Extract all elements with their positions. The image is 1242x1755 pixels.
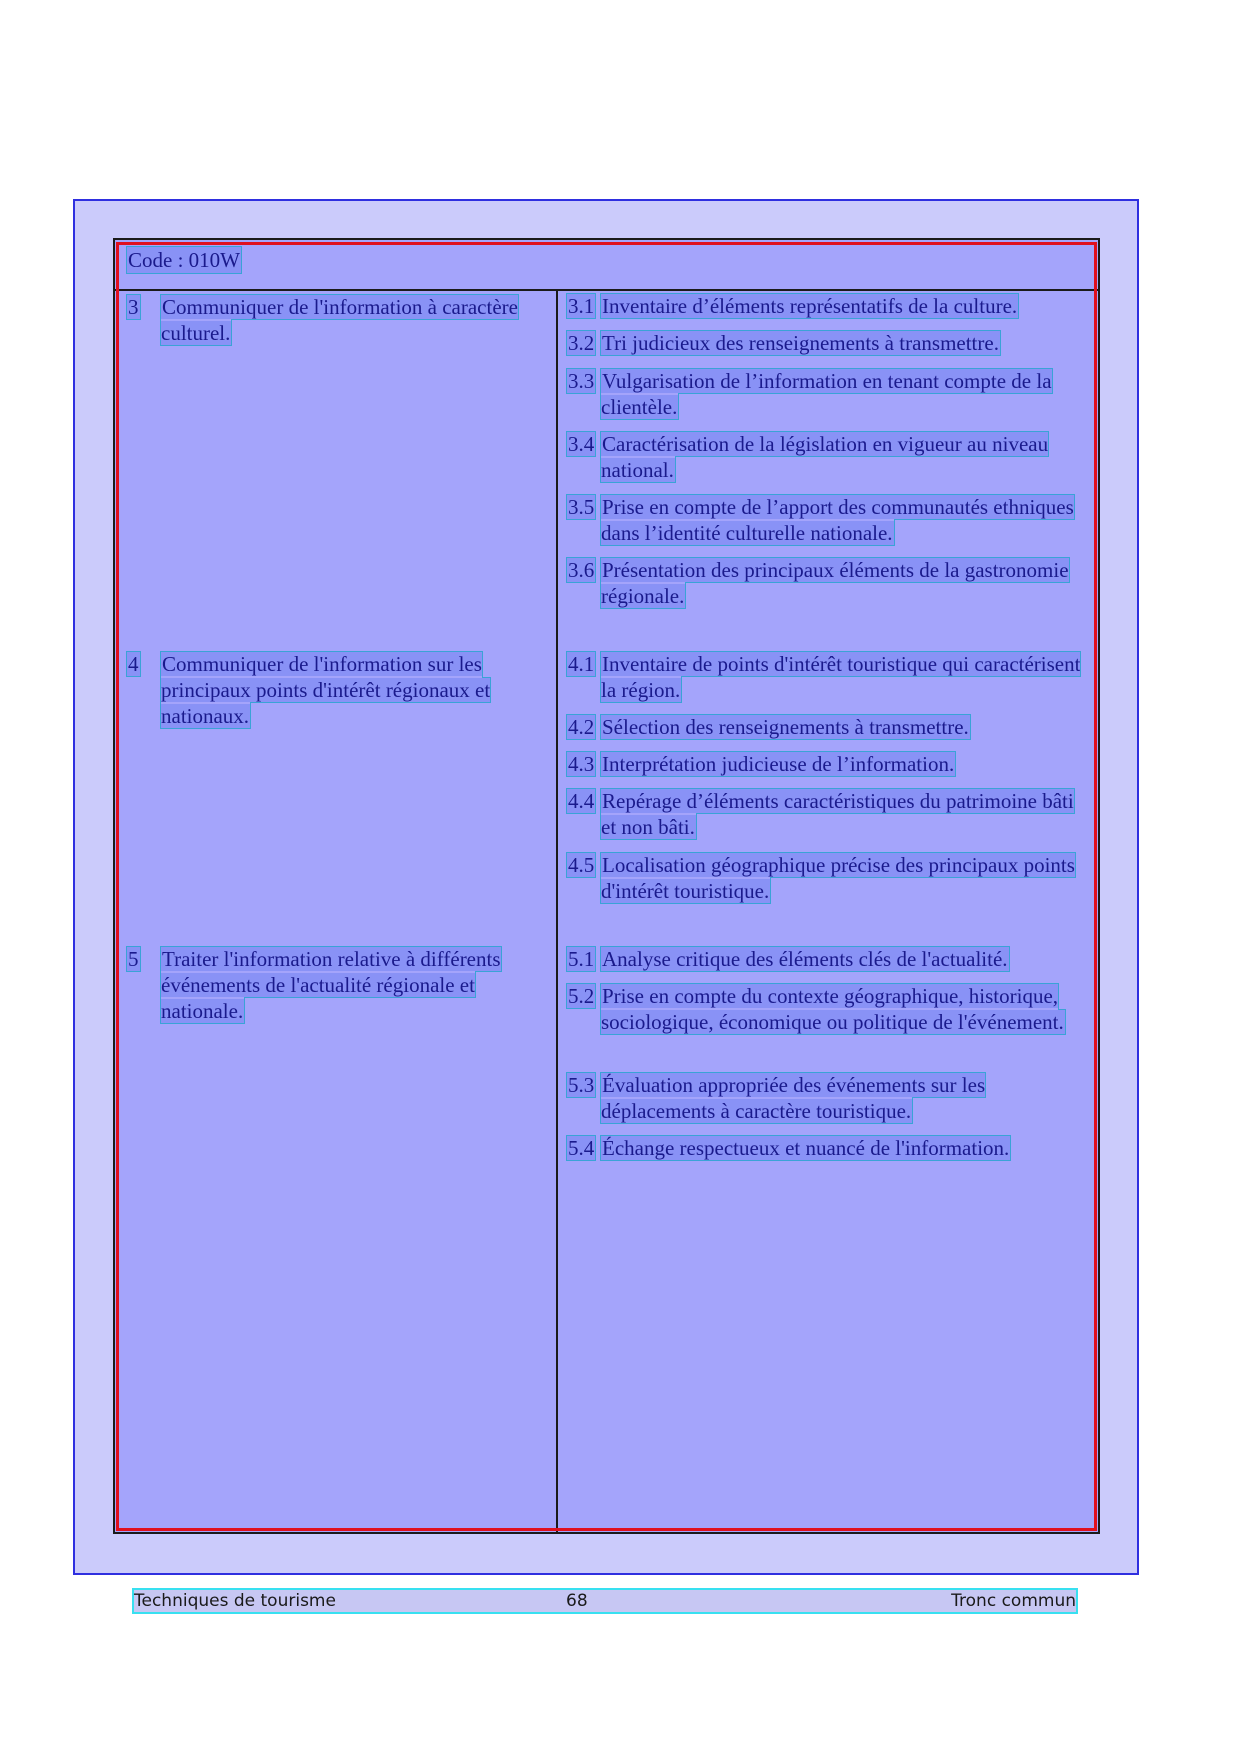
- item-number: 3.4: [568, 432, 595, 456]
- criterion-3-5: [567, 494, 1082, 546]
- item-text: Traiter l'information relative à différents événements de l'actualité régionale et nationale.: [161, 947, 501, 1023]
- item-text: Prise en compte du contexte géographique, historique, sociologique, économique ou politique de l'événement.: [601, 984, 1064, 1034]
- item-text: Tri judicieux des renseignements à transmettre.: [602, 331, 999, 355]
- item-number: 4: [128, 652, 139, 676]
- criterion-3-3: [567, 368, 1082, 420]
- item-text: Repérage d’éléments caractéristiques du patrimoine bâti et non bâti.: [601, 789, 1074, 839]
- item-number: 5: [128, 947, 139, 971]
- item-number: 3.1: [568, 294, 595, 318]
- criterion-3-1: [567, 293, 1082, 319]
- item-text: Inventaire d’éléments représentatifs de la culture.: [602, 294, 1018, 318]
- item-number: 5.4: [568, 1136, 595, 1160]
- footer-program-title: Techniques de tourisme: [134, 1591, 336, 1611]
- item-text: Communiquer de l'information à caractère culturel.: [161, 295, 518, 345]
- item-number: 3.2: [568, 331, 595, 355]
- criterion-5-2: [567, 983, 1082, 1035]
- left-item-3: [127, 294, 547, 346]
- left-item-5: [127, 946, 547, 1024]
- criterion-5-3: [567, 1072, 1082, 1124]
- item-text: Analyse critique des éléments clés de l'actualité.: [602, 947, 1008, 971]
- criterion-4-1: [567, 651, 1082, 703]
- footer-section: Tronc commun: [951, 1591, 1076, 1611]
- item-text: Interprétation judicieuse de l’information.: [602, 752, 955, 776]
- item-text: Localisation géographique précise des principaux points d'intérêt touristique.: [601, 853, 1075, 903]
- item-text: Caractérisation de la législation en vigueur au niveau national.: [601, 432, 1049, 482]
- item-number: 3.3: [568, 369, 595, 393]
- item-number: 4.2: [568, 715, 595, 739]
- item-number: 3.6: [568, 558, 595, 582]
- item-number: 4.5: [568, 853, 595, 877]
- item-text: Présentation des principaux éléments de la gastronomie régionale.: [601, 558, 1069, 608]
- criterion-4-2: [567, 714, 1082, 740]
- left-item-4: [127, 651, 547, 729]
- column-divider: [556, 291, 558, 1534]
- item-number: 4.1: [568, 652, 595, 676]
- code-label: Code : 010W: [128, 248, 240, 272]
- item-number: 4.3: [568, 752, 595, 776]
- item-text: Inventaire de points d'intérêt touristique qui caractérisent la région.: [601, 652, 1081, 702]
- item-text: Évaluation appropriée des événements sur les déplacements à caractère touristique.: [601, 1073, 986, 1123]
- criterion-3-4: [567, 431, 1082, 483]
- criterion-4-5: [567, 852, 1082, 904]
- item-text: Communiquer de l'information sur les principaux points d'intérêt régionaux et nationaux.: [161, 652, 491, 728]
- item-number: 3.5: [568, 495, 595, 519]
- page-number: 68: [566, 1591, 588, 1611]
- item-text: Vulgarisation de l’information en tenant compte de la clientèle.: [601, 369, 1052, 419]
- item-text: Échange respectueux et nuancé de l'information.: [602, 1136, 1010, 1160]
- criterion-5-1: [567, 946, 1082, 972]
- criterion-5-4: [567, 1135, 1082, 1161]
- item-text: Prise en compte de l’apport des communautés ethniques dans l’identité culturelle nationale.: [601, 495, 1074, 545]
- criterion-4-4: [567, 788, 1082, 840]
- item-number: 3: [128, 295, 139, 319]
- item-number: 5.1: [568, 947, 595, 971]
- item-number: 4.4: [568, 789, 595, 813]
- item-text: Sélection des renseignements à transmettre.: [602, 715, 969, 739]
- criterion-3-6: [567, 557, 1082, 609]
- page-footer: [134, 1590, 1076, 1612]
- item-number: 5.3: [568, 1073, 595, 1097]
- item-number: 5.2: [568, 984, 595, 1008]
- criterion-3-2: [567, 330, 1082, 356]
- code-row: [113, 238, 1100, 291]
- criterion-4-3: [567, 751, 1082, 777]
